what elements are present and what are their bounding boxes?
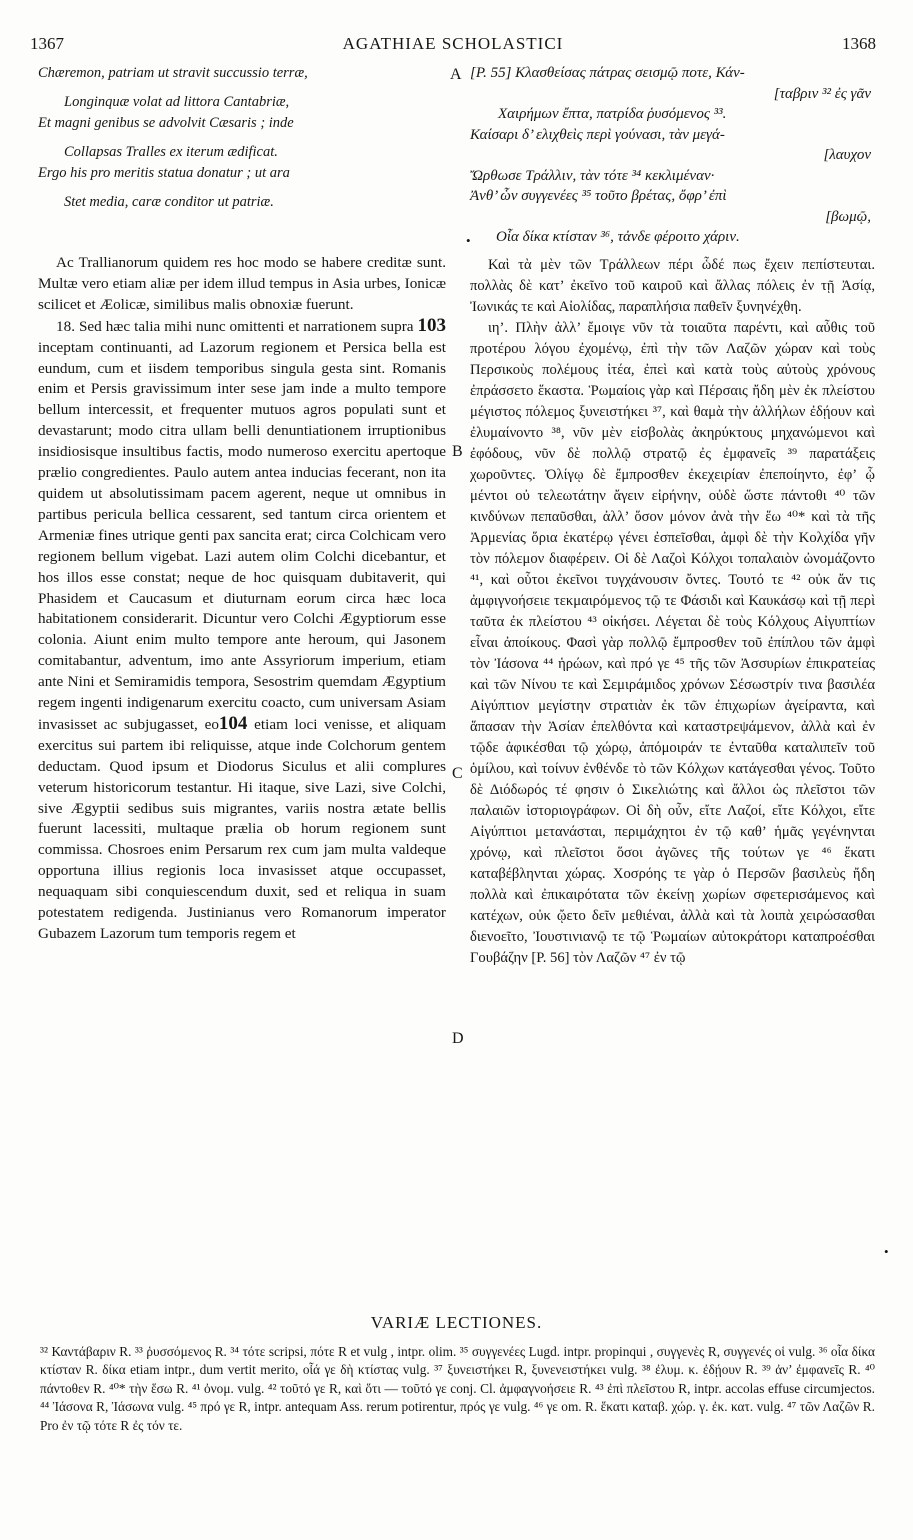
page-reference-104: 104 [218, 712, 248, 734]
latin-paragraph: Ac Trallianorum quidem res hoc modo se habere creditæ sunt. Multæ vero etiam aliæ per idem illud tempus in Asia urbes, Ionicæ scilicet et Æolicæ, similibus malis obnoxiæ fuerunt. [38, 254, 446, 313]
variant-readings-notes: ³² Καντάβαριν R. ³³ ῥυσσόμενος R. ³⁴ τότε scripsi, πότε R et vulg , intpr. olim. ³⁵ συγγενέες Lugd. intpr. propinqui , συγγενὲς R, συγγενές οἱ vulg. ³⁶ οἷα δίκα κτίσταν R. δίκα etiam intpr., dum vertit merito, οἷά γε δὴ κτίστας vulg. ³⁷ ξυνειστήκει R, ξυνενειστήκει vulg. ³⁸ ἐλυμ. κ. ἐδῄουν R. ³⁹ ἀν’ ἐμφανεῖς R. ⁴⁰ πάντοθεν R. ⁴⁰* τὴν ἕσω R. ⁴¹ ὀνομ. vulg. ⁴² τοῦτό γε R, καὶ ὅτι — τοῦτό γε conj. Cl. ἀμφαγνοήσειε R. ⁴³ ἐπὶ πλεῖστου R, intpr. accolas effuse circumjectos. ⁴⁴ Ἰάσονα R, Ἰάσωνα vulg. ⁴⁵ πρό γε R, intpr. antequam Ass. rerum potirentur, πρός γε vulg. ⁴⁶ γε om. R. ἕκατι καταβ. χώρ. γ. ἐκ. κατ. vulg. ⁴⁷ τῶν Λαζῶν R. Pro ἐν τῷ τότε R ἐς τόν τε. [40, 1344, 875, 1433]
greek-epigram [470, 63, 875, 248]
epigram-stanza [38, 192, 446, 213]
bullet-mark: • [884, 1244, 889, 1259]
greek-paragraph: ιη’. Πλὴν ἀλλ’ ἔμοιγε νῦν τὰ τοιαῦτα παρέντι, καὶ αὖθις τοῦ προτέρου λόγου ἐχομένῳ, ἐπὶ τὴν τῶν Λαζῶν χώραν καὶ τοὺς Περσικοὺς πολέμους ἰτέα, ἐπεὶ καὶ κατὰ τοὺς αὐτοὺς χρόνους ἐπράσσετο ἕκαστα. Ῥωμαίοις γὰρ καὶ Πέρσαις ἤδη μὲν ἐκ πλείστου μέγιστος πόλεμος ξυνειστήκει ³⁷, καὶ θαμὰ τὴν ἀλλήλων ἐδῄουν καὶ ἐλυμαίνοντο ³⁸, νῦν μὲν εἰσβολὰς ἀκηρύκτους μηχανώμενοι καὶ ἐφόδους, νῦν δὲ πολλῷ στρατῷ ἐς ἐμφανεῖς ³⁹ παρατάξεις χωροῦντες. Ὀλίγῳ δὲ ἔμπροσθεν ἐκεχειρίαν ἐπεποίηντο, ἐφ’ ᾧ μέντοι οὐ τελεωτάτην ἄγειν εἰρήνην, οὐδὲ ὥστε πάντοθι ⁴⁰ τῶν κινδύνων πεπαῦσθαι, ἀλλ’ ὅσον μόνον ἀνὰ τὴν ἕω ⁴⁰* καὶ τὰ τῆς Ἀρμενίας ὅρια ἑκατέρῳ γένει ἐσπεῖσθαι, ἀμφὶ δὲ τὴν Κολχίδα γῆν τὸν πόλεμον διαφέρειν. Οἱ δὲ Λαζοὶ Κόλχοι τοπαλαιὸν ὠνομάζοντο ⁴¹, καὶ οὗτοι ἐκεῖνοι τυγχάνουσιν ὄντες. Τουτό τε ⁴² οὐκ ἄν τις ἀμφιγνοήσειε τεκμαιρόμενος τῷ τε Φάσιδι καὶ Καυκάσῳ καὶ τῇ περὶ ταῦτα ἐκ πλείστου ⁴³ οἰκήσει. Λέγεται δὲ τοὺς Κόλχους Αἰγυπτίων εἶναι ἀποίκους. Φασὶ γὰρ πολλῷ ἔμπροσθεν τοῦ ἐπίπλου τῶν ἀμφὶ τὸν Ἰάσονα ⁴⁴ ἡρώων, καὶ πρό γε ⁴⁵ τῆς τῶν Ἀσσυρίων ἐπικρατείας καὶ τῶν Νίνου τε καὶ Σεμιράμιδος χρόνων Σέσωστρίν τινα βασιλέα Αἰγύπτιον μεγίστην στρατιὰν ἐκ τῶν ἐπιχωρίων ἀγείραντα, καὶ ἅπασαν τὴν Ἀσίαν ἐπελθόντα καὶ καταστρεψάμενον, ἀλλὰ καὶ ἐν τῷδε ἀφικέσθαι τῷ χώρῳ, ἀπόμοιράν τε ἐνταῦθα καταλιπεῖν τοῦ ὁμίλου, καὶ τοίνυν ἐνθένδε τὸ τῶν Κόλχων κατάγεσθαι γένος. Τοῦτο δὲ Διόδωρός τέ φησιν ὁ Σικελιώτης καὶ ἄλλοι ὡς πλεῖστοι τῶν παλαιῶν ἱστοριογράφων. Οἱ δὴ οὖν, εἴτε Λαζοί, εἴτε Κόλχοι, εἴτε Αἰγύπτιοι μετανάσται, περιμάχητοι ἐν τῷ καθ’ ἡμᾶς γεγένηνται χρόνῳ, καὶ πλεῖστοι ὅσοι ἀγῶνες τῆς τούτων γε ⁴⁶ ἕκατι καταβέβληνται χώρας. Χοσρόης τε γὰρ ὁ Περσῶν βασιλεὺς ἤδη πολλὰ καὶ ἐπικαιρότατα τῶν ἐκείνῃ χωρίων σφετερισάμενος καὶ κατέχων, οὐκ ᾤετο δεῖν μεθιέναι, ἀλλὰ καὶ τὰ λοιπὰ χειρώσασθαι διενοεῖτο, Ἰουστινιανῷ τε τῷ Ῥωμαίων αὐτοκράτορι καταπροέσθαι Γουβάζην [P. 56] τὸν Λαζῶν ⁴⁷ ἐν τῷ [470, 320, 875, 966]
page-number-right: 1368 [842, 34, 876, 53]
page-number-left: 1367 [30, 34, 64, 53]
running-title: AGATHIAE SCHOLASTICI [342, 34, 564, 53]
latin-text: 18. Sed hæc talia mihi nunc omittenti et narrationem supra [56, 317, 414, 335]
margin-marker-b: B [452, 443, 463, 460]
epigram-line: Chæremon, patriam ut stravit succussio terræ, [38, 65, 308, 81]
page-header [30, 34, 876, 56]
epigram-line: Καίσαρι δ’ ελιχθεὶς περὶ γούνασι, τὰν μεγά- [470, 126, 725, 143]
epigram-stanza [38, 142, 446, 184]
epigram-line: [P. 55] Κλασθείσας πάτρας σεισμῷ ποτε, Κάν- [470, 65, 745, 81]
latin-text: etiam loci venisse, et aliquam exercitus sui partem ibi reliquisse, atque inde Colchorum gentem deductam. Quod ipsum et Diodorus Siculus et alii complures veterum historicorum testantur. Hi itaque, sive Lazi, sive Colchi, sive Ægyptii sedibus suis migrantes, variis nostra ætate bellis fuerunt lacessiti, multaque prælia ob horum regionem sunt commissa. Chosroes enim Persarum rex cum jam multa valdeque opportuna illius regionis loca invasisset atque occupasset, nequaquam sibi conquiescendum duxit, sed et reliqua in suam potestatem redigenda. Justinianus vero Romanorum imperator Gubazem Lazorum tum temporis regem et [38, 715, 447, 942]
epigram-line: Collapsas Tralles ex iterum ædificat. [64, 144, 278, 160]
page-reference-103: 103 [417, 314, 446, 336]
epigram-line: Longinquæ volat ad littora Cantabriæ, [64, 94, 290, 110]
epigram-line: Et magni genibus se advolvit Cæsaris ; inde [38, 115, 294, 131]
epigram-line: Stet media, caræ conditor ut patriæ. [64, 194, 274, 210]
epigram-line: Οἷα δίκα κτίσταν ³⁶, τἀνδε φέροιτο χάριν. [496, 229, 740, 245]
epigram-line: Ergo his pro meritis statua donatur ; ut ara [38, 165, 290, 181]
greek-text-column [470, 255, 875, 969]
latin-paragraph [38, 316, 446, 945]
margin-marker-a: A [450, 66, 462, 83]
epigram-line: Ἀνθ’ ὧν συγγενέες ³⁵ τοῦτο βρέτας, ὄφρ’ ἐπὶ [470, 188, 727, 204]
epigram-line-continuation: [λαυχον [823, 147, 871, 163]
variae-lectiones-heading: VARIÆ LECTIONES. [370, 1313, 543, 1332]
epigram-stanza [38, 92, 446, 134]
bullet-mark: • [466, 233, 471, 248]
epigram-line-continuation: [βωμῷ, [825, 208, 871, 225]
latin-epigram [38, 63, 446, 221]
latin-text: inceptam continuanti, ad Lazorum regionem et Persica bella est eundum, cum et iisdem temporibus singula gesta sint. Romanis enim et Persis gravissimum inter sese jam inde a multo tempore bellum intercessit, et frequenter mutuos agros populati sunt et devastarunt; modo citra ullam belli denuntiationem irruptionibus insidiosisque insultibus factis, modo numeroso exercitu apertoque prælio congredientes. Paulo autem antea inducias fecerant, non ita quidem ut absolutissimam pacem agerent, neque ut omnibus in partibus pericula bellica cessarent, sed tantum circa orientem et Armeniæ fines utrique genti pax sancita erat; circa Colchicam vero regionem bellum vigebat. Lazi autem olim Colchi dicebantur, et hos illos esse constat; neque de hoc quisquam dubitaverit, qui Phasidem et Caucasum et diuturnam eorum circa hæc loca habitationem considerarit. Dicuntur vero Colchi Ægyptiorum esse colonia. Aiunt enim multo tempore ante heroum, qui Jasonem comitabantur, adventum, imo ante Assyriorum imperium, etiam ante Nini et Semiramidis tempora, Sesostrim quemdam Ægyptium regem ingenti indigenarum exercitu coacto, cum universam Asiam invasisset ac subjugasset, eo [38, 338, 446, 733]
epigram-line-continuation: [ταβριν ³² ἐς γᾶν [773, 85, 871, 102]
epigram-line: Χαιρήμων ἔπτα, πατρίδα ῥυσόμενος ³³. [498, 106, 727, 122]
greek-paragraph: Καὶ τὰ μὲν τῶν Τράλλεων πέρι ὧδέ πως ἔχειν πεπίστευται. πολλὰς δὲ κατ’ ἐκεῖνο τοῦ καιροῦ καὶ ἄλλας πόλεις ἐν τῇ Ἀσίᾳ, Ἰωνικάς τε καὶ Αἰολίδας, παραπλήσια παθεῖν ξυνηνέχθη. [470, 257, 875, 315]
epigram-stanza [38, 63, 446, 84]
margin-marker-d: D [452, 1030, 464, 1047]
epigram-line: Ὤρθωσε Τράλλιν, τὰν τότε ³⁴ κεκλιμέναν· [470, 167, 715, 184]
margin-marker-c: C [452, 765, 463, 782]
latin-text-column [38, 253, 446, 945]
